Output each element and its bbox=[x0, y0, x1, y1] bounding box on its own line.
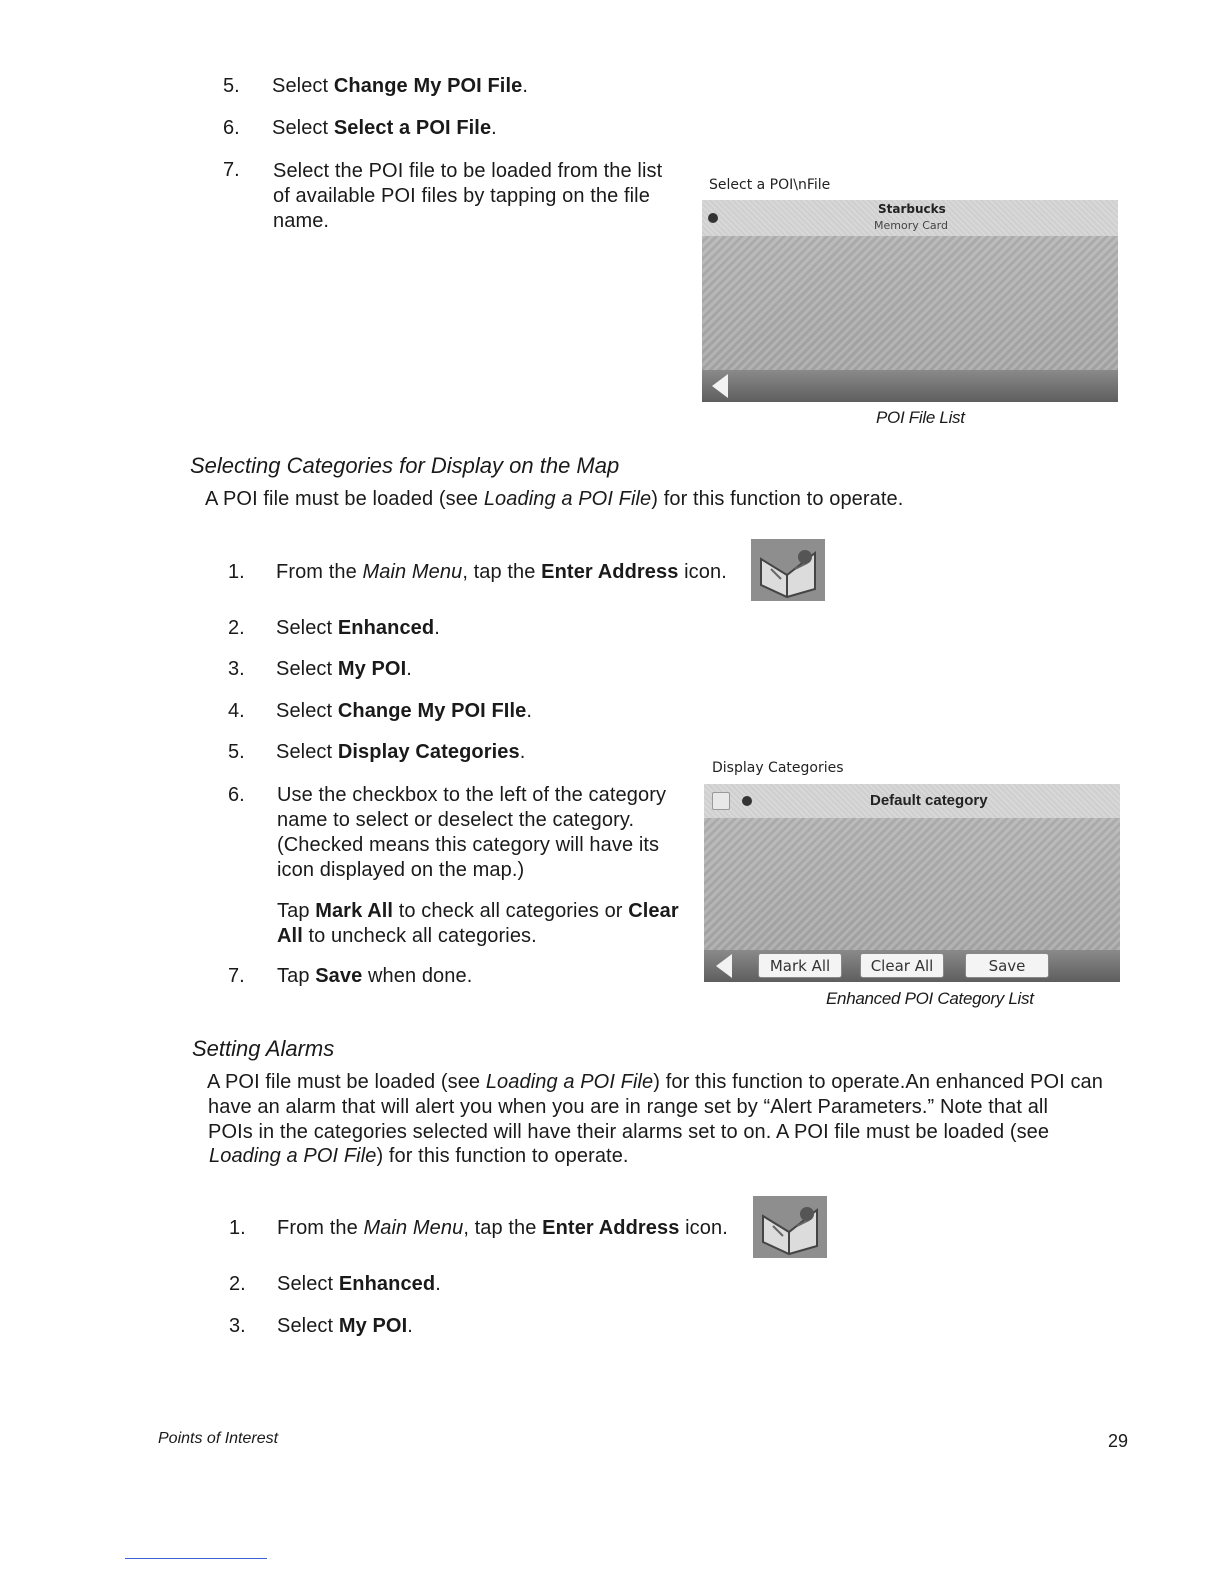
step-text: Select the POI file to be loaded from the list bbox=[273, 160, 663, 182]
category-checkbox[interactable] bbox=[712, 792, 730, 810]
step-number: 6. bbox=[223, 117, 240, 139]
save-button[interactable]: Save bbox=[965, 953, 1049, 978]
list-area bbox=[702, 236, 1118, 370]
paragraph-line: POIs in the categories selected will have their alarms set to on. A POI file must be loaded (see bbox=[208, 1121, 1050, 1143]
step-number: 5. bbox=[223, 75, 240, 97]
step-text: Select Change My POI File. bbox=[272, 75, 529, 97]
screen-title: Select a POI\nFile bbox=[709, 177, 831, 193]
screen-title: Display Categories bbox=[712, 760, 844, 776]
paragraph-line: A POI file must be loaded (see Loading a POI File) for this function to operate.An enhanced POI can bbox=[207, 1071, 1103, 1093]
step-number: 4. bbox=[228, 700, 245, 722]
step-number: 3. bbox=[228, 658, 245, 680]
step-text: Select Change My POI FIle. bbox=[276, 700, 533, 722]
footer-rule bbox=[125, 1558, 267, 1559]
step-text: Select Display Categories. bbox=[276, 741, 526, 763]
screen-toolbar bbox=[702, 370, 1118, 402]
step-text: name to select or deselect the category. bbox=[277, 809, 635, 831]
page-number: 29 bbox=[1108, 1431, 1129, 1451]
step-text: From the Main Menu, tap the Enter Address icon. bbox=[277, 1217, 728, 1239]
step-text: Select Enhanced. bbox=[277, 1273, 441, 1295]
back-arrow-icon[interactable] bbox=[716, 954, 732, 978]
category-name: Default category bbox=[870, 792, 988, 809]
list-area bbox=[704, 818, 1120, 950]
step-text: Select My POI. bbox=[277, 1315, 413, 1337]
step-number: 3. bbox=[229, 1315, 246, 1337]
step-number: 7. bbox=[228, 965, 245, 987]
category-icon bbox=[742, 796, 752, 806]
poi-file-list-screenshot bbox=[702, 170, 1118, 402]
poi-file-row[interactable] bbox=[702, 200, 1118, 236]
mark-all-button[interactable]: Mark All bbox=[758, 953, 842, 978]
section-intro: A POI file must be loaded (see Loading a POI File) for this function to operate. bbox=[205, 488, 904, 510]
category-list-screenshot bbox=[704, 752, 1120, 984]
step-text: Select Enhanced. bbox=[276, 617, 440, 639]
step-text: name. bbox=[273, 210, 330, 232]
section-heading: Selecting Categories for Display on the Map bbox=[190, 453, 620, 478]
step-text: icon displayed on the map.) bbox=[277, 859, 525, 881]
paragraph-line: Loading a POI File) for this function to operate. bbox=[209, 1145, 629, 1167]
figure-caption: Enhanced POI Category List bbox=[826, 989, 1034, 1008]
step-text: All to uncheck all categories. bbox=[277, 925, 537, 947]
paragraph-line: have an alarm that will alert you when you are in range set by “Alert Parameters.” Note that all bbox=[208, 1096, 1048, 1118]
figure-caption: POI File List bbox=[876, 408, 965, 427]
step-text: From the Main Menu, tap the Enter Address icon. bbox=[276, 561, 727, 583]
step-number: 1. bbox=[229, 1217, 246, 1239]
footer-section-title: Points of Interest bbox=[158, 1430, 279, 1447]
step-number: 2. bbox=[228, 617, 245, 639]
step-text: Select Select a POI File. bbox=[272, 117, 497, 139]
step-text: (Checked means this category will have its bbox=[277, 834, 660, 856]
step-text: Select My POI. bbox=[276, 658, 412, 680]
step-number: 7. bbox=[223, 159, 240, 181]
step-number: 6. bbox=[228, 784, 245, 806]
screen-toolbar bbox=[704, 950, 1120, 982]
step-number: 2. bbox=[229, 1273, 246, 1295]
step-text: Tap Save when done. bbox=[277, 965, 473, 987]
category-row[interactable] bbox=[704, 784, 1120, 818]
step-text: of available POI files by tapping on the file bbox=[273, 185, 650, 207]
section-heading: Setting Alarms bbox=[192, 1036, 335, 1061]
bullet-icon bbox=[708, 213, 718, 223]
poi-file-location: Memory Card bbox=[874, 219, 948, 232]
step-number: 5. bbox=[228, 741, 245, 763]
step-number: 1. bbox=[228, 561, 245, 583]
poi-file-name: Starbucks bbox=[878, 202, 946, 216]
enter-address-icon bbox=[753, 1196, 827, 1258]
step-text: Use the checkbox to the left of the category bbox=[277, 784, 667, 806]
enter-address-icon bbox=[751, 539, 825, 601]
step-text: Tap Mark All to check all categories or Clear bbox=[277, 900, 679, 922]
back-arrow-icon[interactable] bbox=[712, 374, 728, 398]
clear-all-button[interactable]: Clear All bbox=[860, 953, 944, 978]
